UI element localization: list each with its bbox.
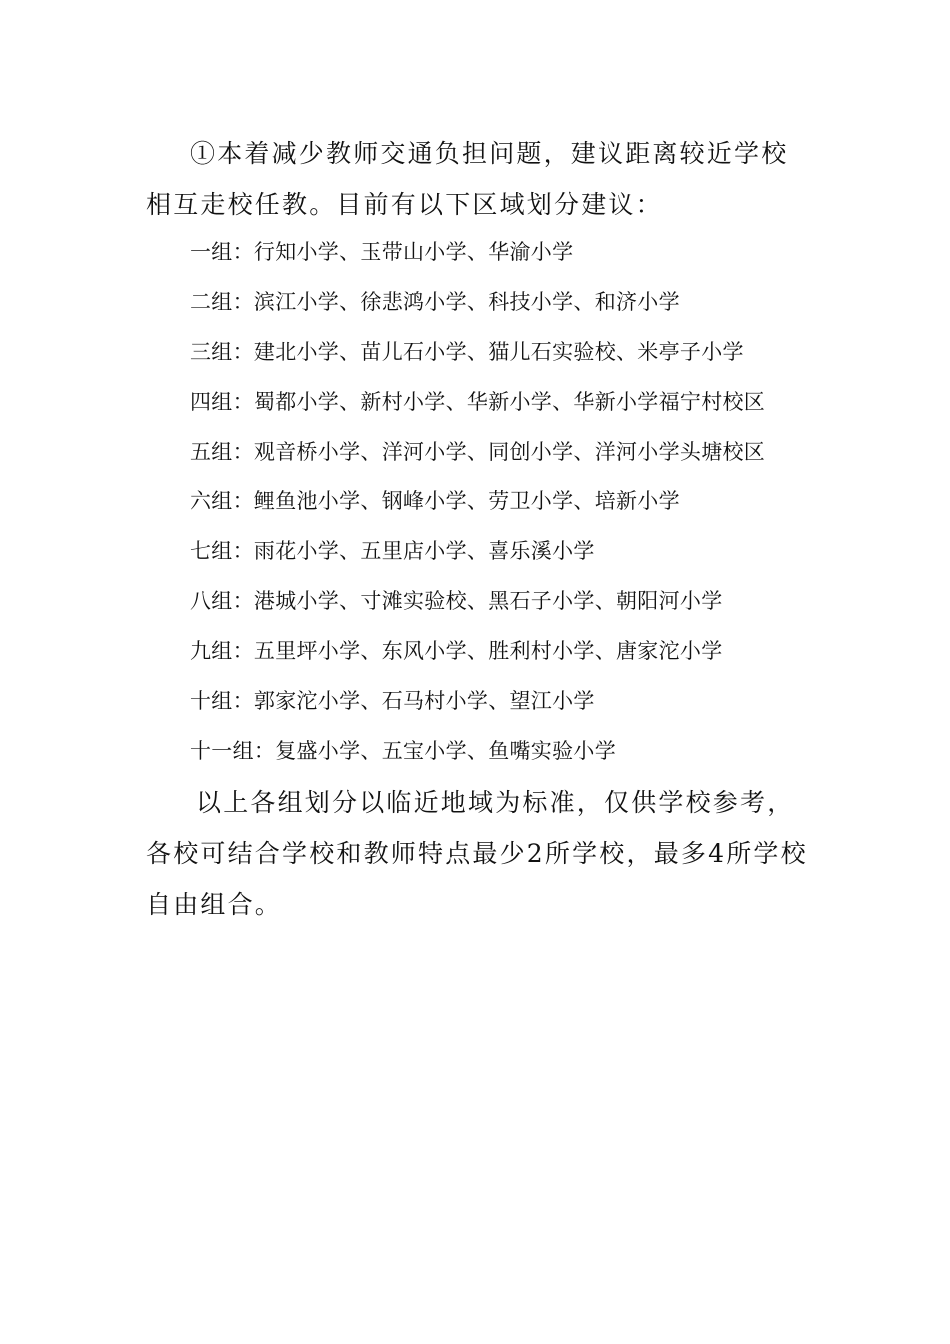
group-list xyxy=(190,228,830,777)
group-item-7: 七组：雨花小学、五里店小学、喜乐溪小学 xyxy=(190,539,595,564)
outro-paragraph: 以上各组划分以临近地域为标准，仅供学校参考，各校可结合学校和教师特点最少2所学校，最多4所学校自由组合。 xyxy=(146,788,808,919)
group-item-8: 八组：港城小学、寸滩实验校、黑石子小学、朝阳河小学 xyxy=(190,589,723,614)
group-item-10: 十组：郭家沱小学、石马村小学、望江小学 xyxy=(190,689,595,714)
group-item-11: 十一组：复盛小学、五宝小学、鱼嘴实验小学 xyxy=(190,738,616,763)
group-item-2: 二组：滨江小学、徐悲鸿小学、科技小学、和济小学 xyxy=(190,289,680,314)
group-item-1: 一组：行知小学、玉带山小学、华渝小学 xyxy=(190,240,574,264)
group-item-3: 三组：建北小学、苗儿石小学、猫儿石实验校、米亭子小学 xyxy=(190,339,744,364)
intro-paragraph: ①本着减少教师交通负担问题，建议距离较近学校相互走校任教。目前有以下区域划分建议： xyxy=(146,139,789,219)
group-item-5: 五组：观音桥小学、洋河小学、同创小学、洋河小学头塘校区 xyxy=(190,439,766,464)
group-item-9: 九组：五里坪小学、东风小学、胜利村小学、唐家沱小学 xyxy=(190,639,723,664)
group-item-6: 六组：鲤鱼池小学、钢峰小学、劳卫小学、培新小学 xyxy=(190,489,680,514)
group-item-4: 四组：蜀都小学、新村小学、华新小学、华新小学福宁村校区 xyxy=(190,389,766,414)
